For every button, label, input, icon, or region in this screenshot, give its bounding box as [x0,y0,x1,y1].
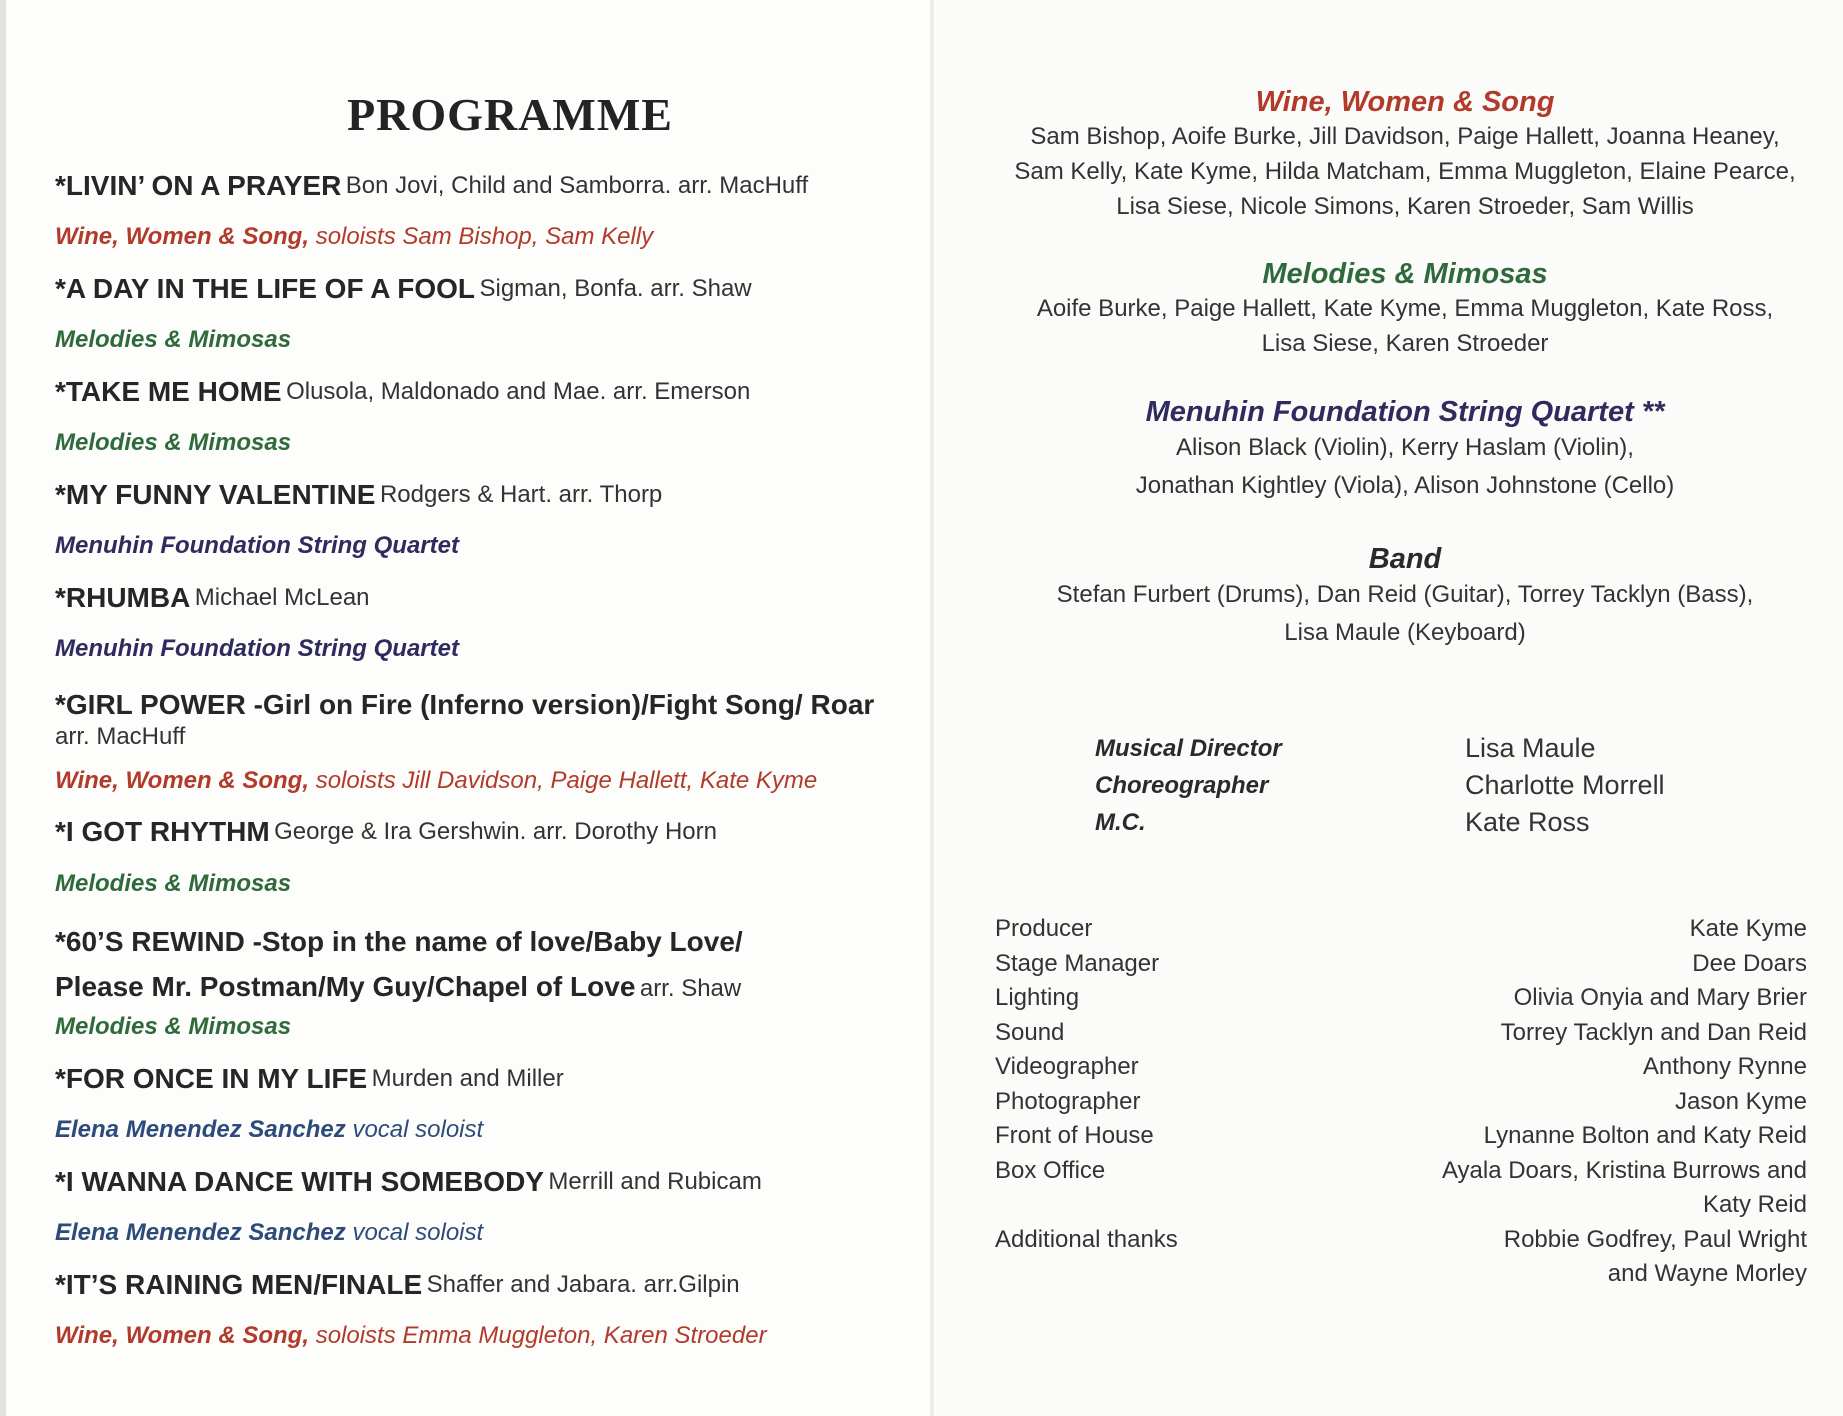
performer-note: soloists Sam Bishop, Sam Kelly [315,223,654,251]
song-composer: Merrill and Rubicam [548,1167,762,1195]
programme-list [55,160,915,1362]
ensemble-heading: Menuhin Foundation String Quartet ** [1145,396,1665,428]
ensemble-members-line: Sam Bishop, Aoife Burke, Jill Davidson, Paige Hallett, Joanna Heaney, [1030,123,1780,150]
programme-title: PROGRAMME [347,89,673,140]
ensemble-menuhin-quartet [985,396,1825,505]
programme-song-entry [55,807,915,859]
song-composer: Shaffer and Jabara. arr.Gilpin [426,1270,740,1298]
credits-list [995,912,1807,1292]
role-row [1095,767,1715,804]
role-name: Lisa Maule [1465,733,1596,763]
performer-group: Wine, Women & Song, [55,223,310,251]
programme-song-entry [55,675,915,755]
credit-row [995,1050,1807,1085]
role-row [1095,730,1715,767]
programme-song-entry [55,366,915,418]
credit-row [995,1119,1807,1154]
role-label: Choreographer [1095,771,1269,799]
performer-line [55,1116,483,1144]
ensemble-wine-women-song [985,86,1825,224]
programme-performer-entry [55,858,915,910]
credit-label: Sound [995,1018,1065,1046]
credit-label: Producer [995,915,1093,942]
credit-value: Ayala Doars, Kristina Burrows and [1441,1156,1807,1184]
performer-group: Melodies & Mimosas [55,1013,292,1041]
credit-value: Olivia Onyia and Mary Brier [1513,984,1807,1011]
credit-value: Robbie Godfrey, Paul Wright [1503,1225,1807,1253]
page-fold [930,0,934,1416]
song-composer: Murden and Miller [371,1064,564,1092]
credit-row [995,981,1807,1016]
performer-line [55,1322,767,1350]
programme-performer-entry [55,212,915,264]
song-composer: Sigman, Bonfa. arr. Shaw [479,274,752,302]
programme-performer-entry [55,624,915,676]
performer-line [55,532,459,560]
credit-label: Videographer [995,1053,1139,1080]
credit-value: and Wayne Morley [1607,1260,1807,1287]
role-label: Musical Director [1095,734,1282,762]
credit-row [995,1016,1807,1051]
programme-song-entry [55,572,915,624]
credit-value: Anthony Rynne [1642,1053,1807,1080]
ensemble-members-line: Lisa Siese, Nicole Simons, Karen Stroeder, Sam Willis [1116,193,1694,220]
programme-song-entry [55,1259,915,1311]
credit-label: Box Office [995,1156,1106,1184]
song-title: *MY FUNNY VALENTINE [55,478,376,510]
credit-label-empty [995,1257,1295,1292]
performer-note: vocal soloist [352,1116,484,1144]
credit-value: Lynanne Bolton and Katy Reid [1483,1122,1807,1149]
programme-song-entry [55,263,915,315]
page-edge [0,0,6,1416]
song-title: *I GOT RHYTHM [55,816,270,848]
credit-row-continuation [995,1257,1807,1292]
ensemble-members-line: Alison Black (Violin), Kerry Haslam (Violin), [1176,434,1634,461]
ensemble-members-line: Lisa Maule (Keyboard) [1284,619,1526,646]
credit-value: Torrey Tacklyn and Dan Reid [1500,1018,1807,1046]
performer-group: Melodies & Mimosas [55,869,292,897]
performer-line [55,223,653,251]
song-composer: arr. MacHuff [55,723,186,750]
credit-row [995,1085,1807,1120]
performer-group: Elena Menendez Sanchez [55,1219,346,1247]
ensemble-members-line: Lisa Siese, Karen Stroeder [1261,330,1549,357]
credit-label: Front of House [995,1122,1154,1149]
performer-group: Melodies & Mimosas [55,429,292,457]
song-title: *60’S REWIND -Stop in the name of love/Baby Love/ Please Mr. Postman/My Guy/Chapel of Love [55,925,743,1002]
performer-note: soloists Emma Muggleton, Karen Stroeder [315,1322,767,1350]
song-title: *GIRL POWER -Girl on Fire (Inferno version)/Fight Song/ Roar [55,689,875,720]
performer-note: vocal soloist [352,1219,484,1247]
song-composer: arr. Shaw [639,974,742,1002]
programme-performer-entry [55,521,915,573]
song-title: *FOR ONCE IN MY LIFE [55,1062,368,1094]
programme-performer-entry [55,418,915,470]
credit-value: Katy Reid [1702,1191,1807,1218]
credit-label: Lighting [995,984,1080,1011]
song-title: *TAKE ME HOME [55,375,282,407]
song-title: *I WANNA DANCE WITH SOMEBODY [55,1165,544,1197]
ensemble-heading: Band [1368,543,1442,575]
performer-line [55,429,291,457]
song-composer: Rodgers & Hart. arr. Thorp [379,480,663,508]
performer-group: Menuhin Foundation String Quartet [55,635,459,663]
ensemble-heading: Melodies & Mimosas [1262,258,1548,290]
song-composer: Michael McLean [194,583,370,611]
role-label: M.C. [1095,808,1146,836]
song-title: *RHUMBA [55,581,191,613]
song-title: *A DAY IN THE LIFE OF A FOOL [55,272,476,304]
credit-label-empty [995,1188,1295,1223]
ensemble-members-line: Sam Kelly, Kate Kyme, Hilda Matcham, Emma Muggleton, Elaine Pearce, [1014,158,1796,185]
programme-performer-entry [55,315,915,367]
programme-song-entry [55,469,915,521]
ensemble-members-line: Stefan Furbert (Drums), Dan Reid (Guitar), Torrey Tacklyn (Bass), [1056,581,1754,608]
credit-row [995,1154,1807,1189]
credit-row [995,947,1807,982]
performer-group: Wine, Women & Song, [55,766,310,794]
credit-value: Kate Kyme [1689,915,1807,942]
production-roles [1095,730,1715,841]
credit-row [995,1223,1807,1258]
song-composer: George & Ira Gershwin. arr. Dorothy Horn [274,818,717,846]
ensemble-band [985,543,1825,652]
performer-group: Menuhin Foundation String Quartet [55,532,459,560]
song-title: *LIVIN’ ON A PRAYER [55,169,342,201]
song-composer: Bon Jovi, Child and Samborra. arr. MacHuff [345,171,809,199]
programme-performer-entry [55,755,915,807]
programme-performer-entry [55,1105,915,1157]
programme-song-entry [55,1156,915,1208]
performer-line [55,767,817,795]
performer-group: Elena Menendez Sanchez [55,1116,346,1144]
programme-performer-entry [55,1208,915,1260]
song-composer: Olusola, Maldonado and Mae. arr. Emerson [286,377,751,405]
credit-row [995,912,1807,947]
performer-line [55,326,291,354]
credit-label: Additional thanks [995,1225,1178,1253]
programme-song-entry [55,160,915,212]
ensemble-melodies-mimosas [985,258,1825,361]
performer-line [55,635,459,663]
role-name: Charlotte Morrell [1465,770,1665,800]
performer-line [55,1013,291,1041]
performer-group: Melodies & Mimosas [55,326,292,354]
performer-group: Wine, Women & Song, [55,1322,310,1350]
role-name: Kate Ross [1465,807,1590,837]
ensemble-members-line: Jonathan Kightley (Viola), Alison Johnstone (Cello) [1135,472,1675,499]
credit-label: Stage Manager [995,949,1160,977]
song-title: *IT’S RAINING MEN/FINALE [55,1268,423,1300]
role-row [1095,804,1715,841]
programme-song-entry [55,910,815,1002]
credit-value: Dee Doars [1692,949,1807,977]
credit-row-continuation [995,1188,1807,1223]
ensemble-heading: Wine, Women & Song [1255,86,1555,118]
programme-performer-entry [55,1311,915,1363]
performer-line [55,1219,483,1247]
performer-note: soloists Jill Davidson, Paige Hallett, Kate Kyme [315,766,818,794]
programme-song-entry [55,1053,915,1105]
credit-value: Jason Kyme [1674,1087,1807,1115]
credit-label: Photographer [995,1087,1141,1115]
performer-line [55,870,291,898]
ensemble-members-line: Aoife Burke, Paige Hallett, Kate Kyme, Emma Muggleton, Kate Ross, [1036,295,1774,322]
